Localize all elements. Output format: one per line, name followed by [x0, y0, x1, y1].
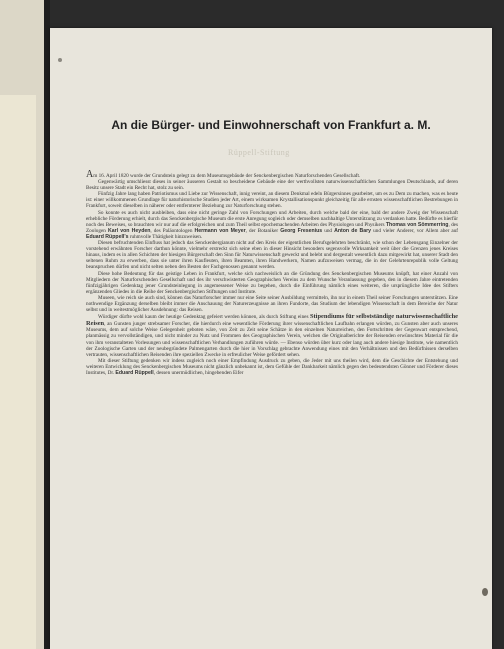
initial-capital: A	[86, 169, 94, 180]
text-run: , an Gunsten junger strebsamer Forscher, die hierdurch eine wesentliche Förderung ihrer wissenschaftlichen Laufbahn erlangen würden, zu Gunsten aber auch unseres Museums, dem auf solche Weise Gelegenheit geboten wäre, von Zeit zu Zeit seine Schätze in den einzelnen Naturreichen, den Fortschritten der Gegenwart entsprechend, planmässig zu vervollständigen, und nicht minder zu Nutz und Frommen des Geographischen Verein, welchen die Originalberichte der Reisenden erwünschtes Material für die von ihm veranstalteten Vorlesungen und wissenschaftlichen Verhandlungen zuführen würde. — Ebenso würden über kurz oder lang auch andere hiesige Institute, wie namentlich der Zoologische Garten und der neubegründete Palmengarten durch die hier in Vorschlag gebrachte Anwendung eines mit den Verhältnissen und den Bedürfnissen derselben vertrauten, wissenschaftlichen Reisenden ihre speziellen Zwecke in erfreulicher Weise gefördert sehen.	[86, 321, 458, 358]
text-run: Diese hohe Bedeutung für das geistige Leben in Frankfurt, welche sich nachweislich an die Gründung des Senckenbergischen Museums knüpft, hat einer Anzahl von Mitgliedern der Naturforschenden Gesellschaft und des ihr verschwisterten Geographischen Vereins zu dem Wunsche Veranlassung gegeben, den in diesem Jahre eintretenden fünfzigjährigen Gedenktag jener Grundsteinlegung in angemessener Weise zu begehen, durch die Einführung nämlich eines weiteren, die ursprüngliche Idee des Stifters ergänzenden Gliedes in die Reihe der Senckenbergischen Stiftungen und Institute.	[86, 270, 458, 295]
left-paper-edge	[0, 95, 36, 649]
text-run: und	[322, 227, 335, 234]
text-run: ruhmvolle Thätigkeit hinzuweisen.	[128, 233, 203, 240]
text-run: , des Paläontologen	[150, 227, 195, 234]
document-title: An die Bürger- und Einwohnerschaft von Frankfurt a. M.	[111, 118, 431, 132]
bold-name: Eduard Rüppell	[115, 370, 154, 376]
bleed-through-text: Rüppell-Stiftung	[228, 148, 290, 157]
text-run: , der Botaniker	[245, 227, 281, 234]
paragraph	[86, 179, 458, 191]
text-run: Diesen befruchtenden Einfluss hat jedoch das Senckenbergianum nicht auf den Kreis der eigentlichen Berufsgelehrten beschränkt, wie schon der Lebensgang Einzelner der vorstehend erwähnten Forscher darthun könnte, vielmehr erstreckt sich seine eben in dieser Hinsicht besonders segensvolle Wirksamkeit weit über die Grenzen jenes Kreises hinaus, indem es in allen Schichten der hiesigen Bürgerschaft den Sinn für Naturwissenschaft geweckt und belebt und dergestalt wesentlich dazu mitgewirkt hat, unserer Stadt den seltenen Ruhm zu erwerben, dass sie unter ihren Kaufleuten, ihren Beamten, ihren Handwerkern, Namen aufzuweisen vermag, die in der Gelehrtenrepublik volle Geltung beanspruchen dürfen und nicht selten neben den Besten der Fachgenossen genannt werden.	[86, 240, 458, 271]
paragraph	[86, 210, 458, 240]
text-run: Gegenwärtig umschliesst dieses in seiner äusseren Gestalt so bescheidene Gebäude eine der werthvollsten naturwissenschaftlichen Sammlungen Deutschlands, auf deren Besitz unsere Stadt ein Recht hat, stolz zu sein.	[86, 179, 458, 192]
document-page	[50, 28, 492, 649]
emphasized-heading: Stipendiums für selbstständige naturwissenschaftliche Reisen	[86, 313, 458, 328]
bold-name: Eduard Rüppell's	[86, 233, 129, 240]
text-run: Würdiger dürfte wohl kaum der heutige Gedenktag gefeiert werden können, als durch Stiftung eines	[98, 314, 310, 321]
text-run: , dessen unermüdlichen, hingebenden Eifer	[153, 370, 244, 376]
paragraph	[86, 313, 458, 358]
text-run: und vieler Anderer, vor Allem aber auf	[371, 227, 459, 234]
bold-name: Karl von Heyden	[107, 227, 151, 234]
paper-stain	[58, 58, 62, 62]
paper-stain	[482, 588, 488, 596]
text-run: m 16. April 1820 wurde der Grundstein gelegt zu dem Museumsgebäude der Senckenbergischen Naturforschenden Gesellschaft.	[93, 173, 361, 179]
paragraph	[86, 271, 458, 295]
text-run: , des Zoologen	[86, 221, 458, 234]
bold-name: Hermann von Meyer	[194, 227, 246, 234]
document-body	[86, 169, 459, 376]
text-run: So konnte es auch nicht ausbleiben, dass eine nicht geringe Zahl von Forschungen und Arbeiten, durch welche bald der eine, bald der andere Zweig der Wissenschaft erhebliche Förderung erhielt, durch das Senckenbergische Museum die erste Anregung sogleich oder demselben nachhaltige Unterstützung zu verdanken hatte. Bedürfte es hierfür noch des Beweises, so brauchten wir nur auf die erfolgreichen und zum Theil selbst epochemachenden Arbeiten des Physiologen und Physikers	[86, 209, 458, 228]
paragraph	[86, 240, 458, 270]
text-run: Mit dieser Stiftung gedenken wir indess zugleich noch einer Empfindung Ausdruck zu geben, die Jeder mit uns theilen wird, dem die Geschichte der Entstehung und weiteren Entwicklung des Senckenbergischen Museums nicht gänzlich unbekannt ist, dem Gefühle der Dankbarkeit nämlich gegen den bedeutendsten Gönner und Förderer dieses Institutes, Dr.	[86, 357, 458, 376]
bold-name: Georg Fresenius	[280, 227, 323, 234]
bold-name: Anton de Bary	[334, 227, 372, 234]
paragraph	[86, 295, 458, 313]
text-run: Fünfzig Jahre lang haben Patriotismus und Liebe zur Wissenschaft, innig vereint, an diesem Denkmal edeln Bürgersinnes gearbeitet, um es zu Dem zu machen, was es heute ist: einer willkommenen Grundlage für naturhistorische Studien jeder Art, einem wirksamen Krystallisationspunkt gleichzeitig für alle ernsten wissenschaftlichen Bestrebungen in Frankfurt, soweit dieselben in näherer oder entfernterer Beziehung zur Naturforschung stehen.	[86, 191, 458, 210]
paragraph	[86, 191, 458, 209]
text-run: Museen, wie reich sie auch sind, können das Naturforscher immer nur eine Seite seiner Ausbildung vermitteln, ihn nur in einem Theil seiner Forschungen unterstützen. Eine nothwendige Ergänzung derselben bleibt immer die Anschauung der Naturerzeugnisse an ihren Fundorte, das Studium der lebendigen Wissenschaft in dem Bereiche der Natur selbst und in weitestmöglicher Ausdehnung: das Reisen.	[86, 294, 458, 314]
bold-name: Thomas von Sömmerring	[385, 221, 449, 228]
paragraph	[86, 358, 458, 376]
left-margin-strip	[0, 0, 48, 649]
